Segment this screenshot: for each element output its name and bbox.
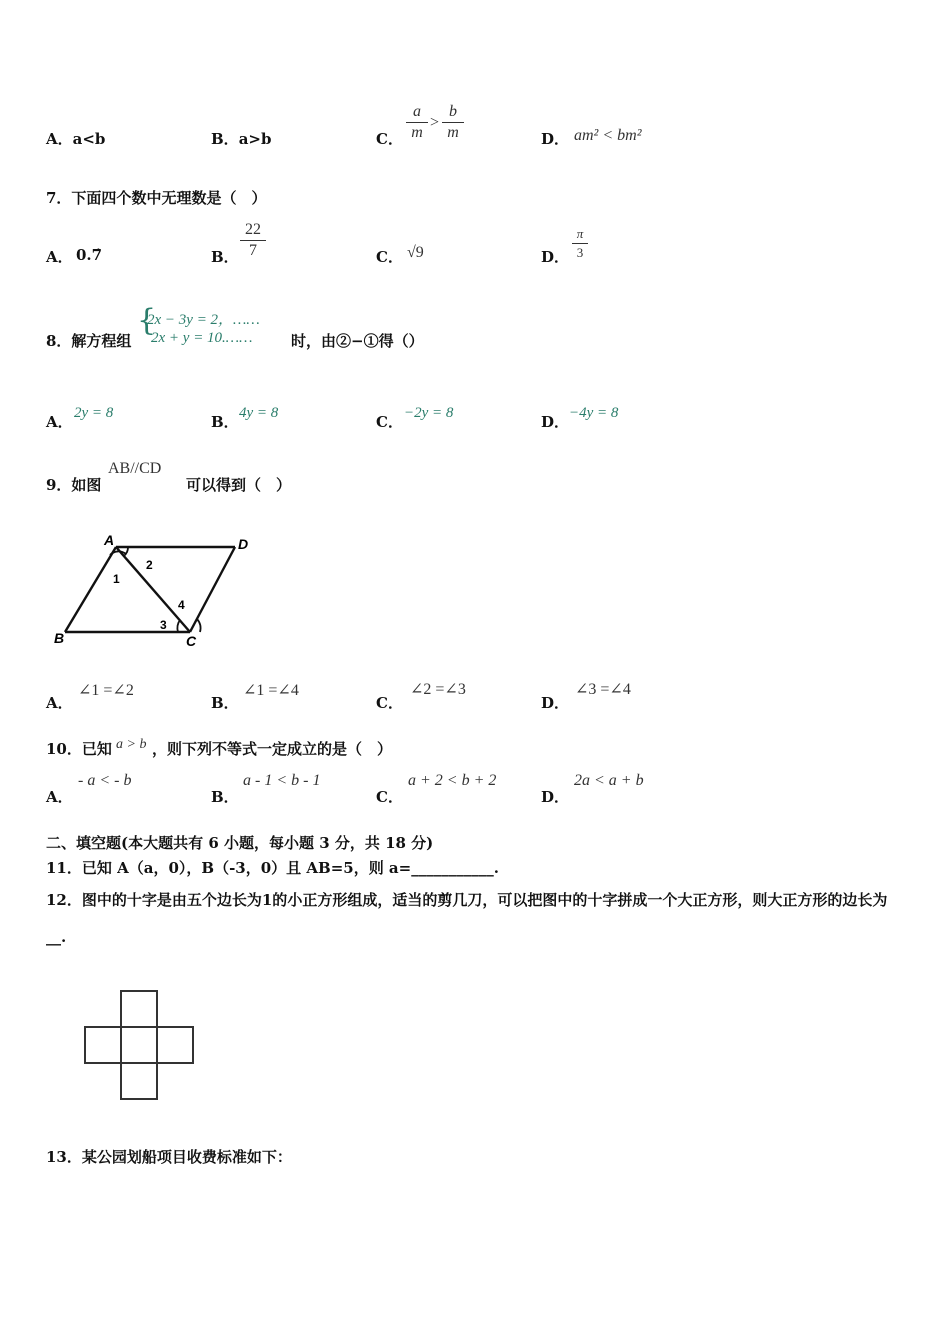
q10-option-c-value: a + 2 < b + 2 [408, 772, 497, 789]
q8-stem-suffix: 时，由②−①得（） [291, 332, 424, 350]
q9-parallelogram-figure [50, 525, 260, 650]
segment-ac [116, 547, 190, 632]
q8-option-c-value: −2y = 8 [404, 405, 454, 421]
vertex-c-label: C [186, 633, 197, 649]
q10-option-b-label: B． [211, 788, 239, 806]
q9-stem-prefix: 9．如图 [46, 476, 102, 494]
q11-text: 11．已知 A（a，0），B（-3，0）且 AB=5，则 a=___________. [46, 859, 499, 877]
q8-option-d-label: D． [541, 413, 570, 431]
segment-ab [65, 547, 116, 632]
q6-option-c-fraction-right: b m [442, 103, 464, 142]
q12-cross-figure [82, 988, 197, 1103]
q9-condition: AB//CD [108, 460, 162, 477]
q6-option-d-label: D． [541, 130, 570, 148]
q10-stem-prefix: 10．已知 [46, 740, 112, 758]
q6-option-d-expression: am² < bm² [574, 127, 642, 144]
q7-option-d-fraction: π 3 [572, 226, 588, 261]
q10-option-a-label: A． [46, 788, 73, 806]
vertex-a-label: A [104, 532, 115, 548]
q13-text: 13．某公园划船项目收费标准如下： [46, 1148, 292, 1166]
q6-option-c-relation: > [430, 114, 440, 131]
q8-option-b-label: B． [211, 413, 239, 431]
q12-text: 12．图中的十字是由五个边长为1的小正方形组成，适当的剪几刀，可以把图中的十字拼成一个大正方形，则大正方形的边长为__. [46, 891, 888, 946]
q9-option-d-label: D． [541, 694, 570, 712]
cross-square-center [121, 1027, 157, 1063]
vertex-d-label: D [238, 536, 249, 552]
left-brace-icon: { [137, 303, 157, 338]
q10-option-b-value: a - 1 < b - 1 [243, 772, 321, 789]
q9-option-c-label: C． [376, 694, 403, 712]
q8-equation-1: 2x − 3y = 2，…… [147, 312, 260, 328]
q10-stem-suffix: ，则下列不等式一定成立的是（ ） [152, 740, 393, 758]
q6-option-c-fraction-left: a m [406, 103, 428, 142]
q10-condition: a > b [116, 737, 147, 752]
q7-option-a-value: 0.7̇ [76, 246, 103, 264]
q9-option-a-label: A． [46, 694, 73, 712]
q9-option-d-value: ∠3 =∠4 [575, 681, 631, 698]
cross-square-top [121, 991, 157, 1027]
q7-option-d-label: D． [541, 248, 570, 266]
q7-stem: 7．下面四个数中无理数是（ ） [46, 189, 267, 207]
q9-option-b-label: B． [211, 694, 239, 712]
q8-stem-prefix: 8．解方程组 [46, 332, 132, 350]
q8-option-b-value: 4y = 8 [239, 405, 279, 421]
q7-option-c-label: C． [376, 248, 403, 266]
q9-option-c-value: ∠2 =∠3 [410, 681, 466, 698]
q8-option-a-label: A． [46, 413, 73, 431]
q6-option-c-label: C． [376, 130, 403, 148]
cross-square-bottom [121, 1063, 157, 1099]
angle-1-label: 1 [113, 572, 120, 586]
cross-square-left [85, 1027, 121, 1063]
q10-option-c-label: C． [376, 788, 403, 806]
q6-option-b: B．a>b [211, 130, 272, 148]
q7-option-b-label: B． [211, 248, 239, 266]
q10-option-a-value: - a < - b [78, 772, 132, 789]
q8-option-a-value: 2y = 8 [74, 405, 114, 421]
q8-equation-2: 2x + y = 10.…… [151, 330, 253, 346]
q6-option-a: A．a<b [46, 130, 106, 148]
q10-option-d-value: 2a < a + b [574, 772, 644, 789]
section-2-heading: 二、填空题(本大题共有 6 小题，每小题 3 分，共 18 分) [46, 834, 434, 852]
cross-square-right [157, 1027, 193, 1063]
q7-option-b-fraction: 22 7 [240, 221, 266, 260]
q9-stem-suffix: 可以得到（ ） [186, 476, 292, 494]
vertex-b-label: B [54, 630, 65, 646]
q8-option-d-value: −4y = 8 [569, 405, 619, 421]
q7-option-a-label: A． [46, 248, 73, 266]
angle-2-label: 2 [146, 558, 153, 572]
q10-option-d-label: D． [541, 788, 570, 806]
angle-4-label: 4 [178, 598, 185, 612]
angle-3-label: 3 [160, 618, 167, 632]
q9-option-b-value: ∠1 =∠4 [243, 682, 299, 699]
q8-option-c-label: C． [376, 413, 403, 431]
q7-option-c-value: √9 [407, 244, 424, 261]
q9-option-a-value: ∠1 =∠2 [78, 682, 134, 699]
